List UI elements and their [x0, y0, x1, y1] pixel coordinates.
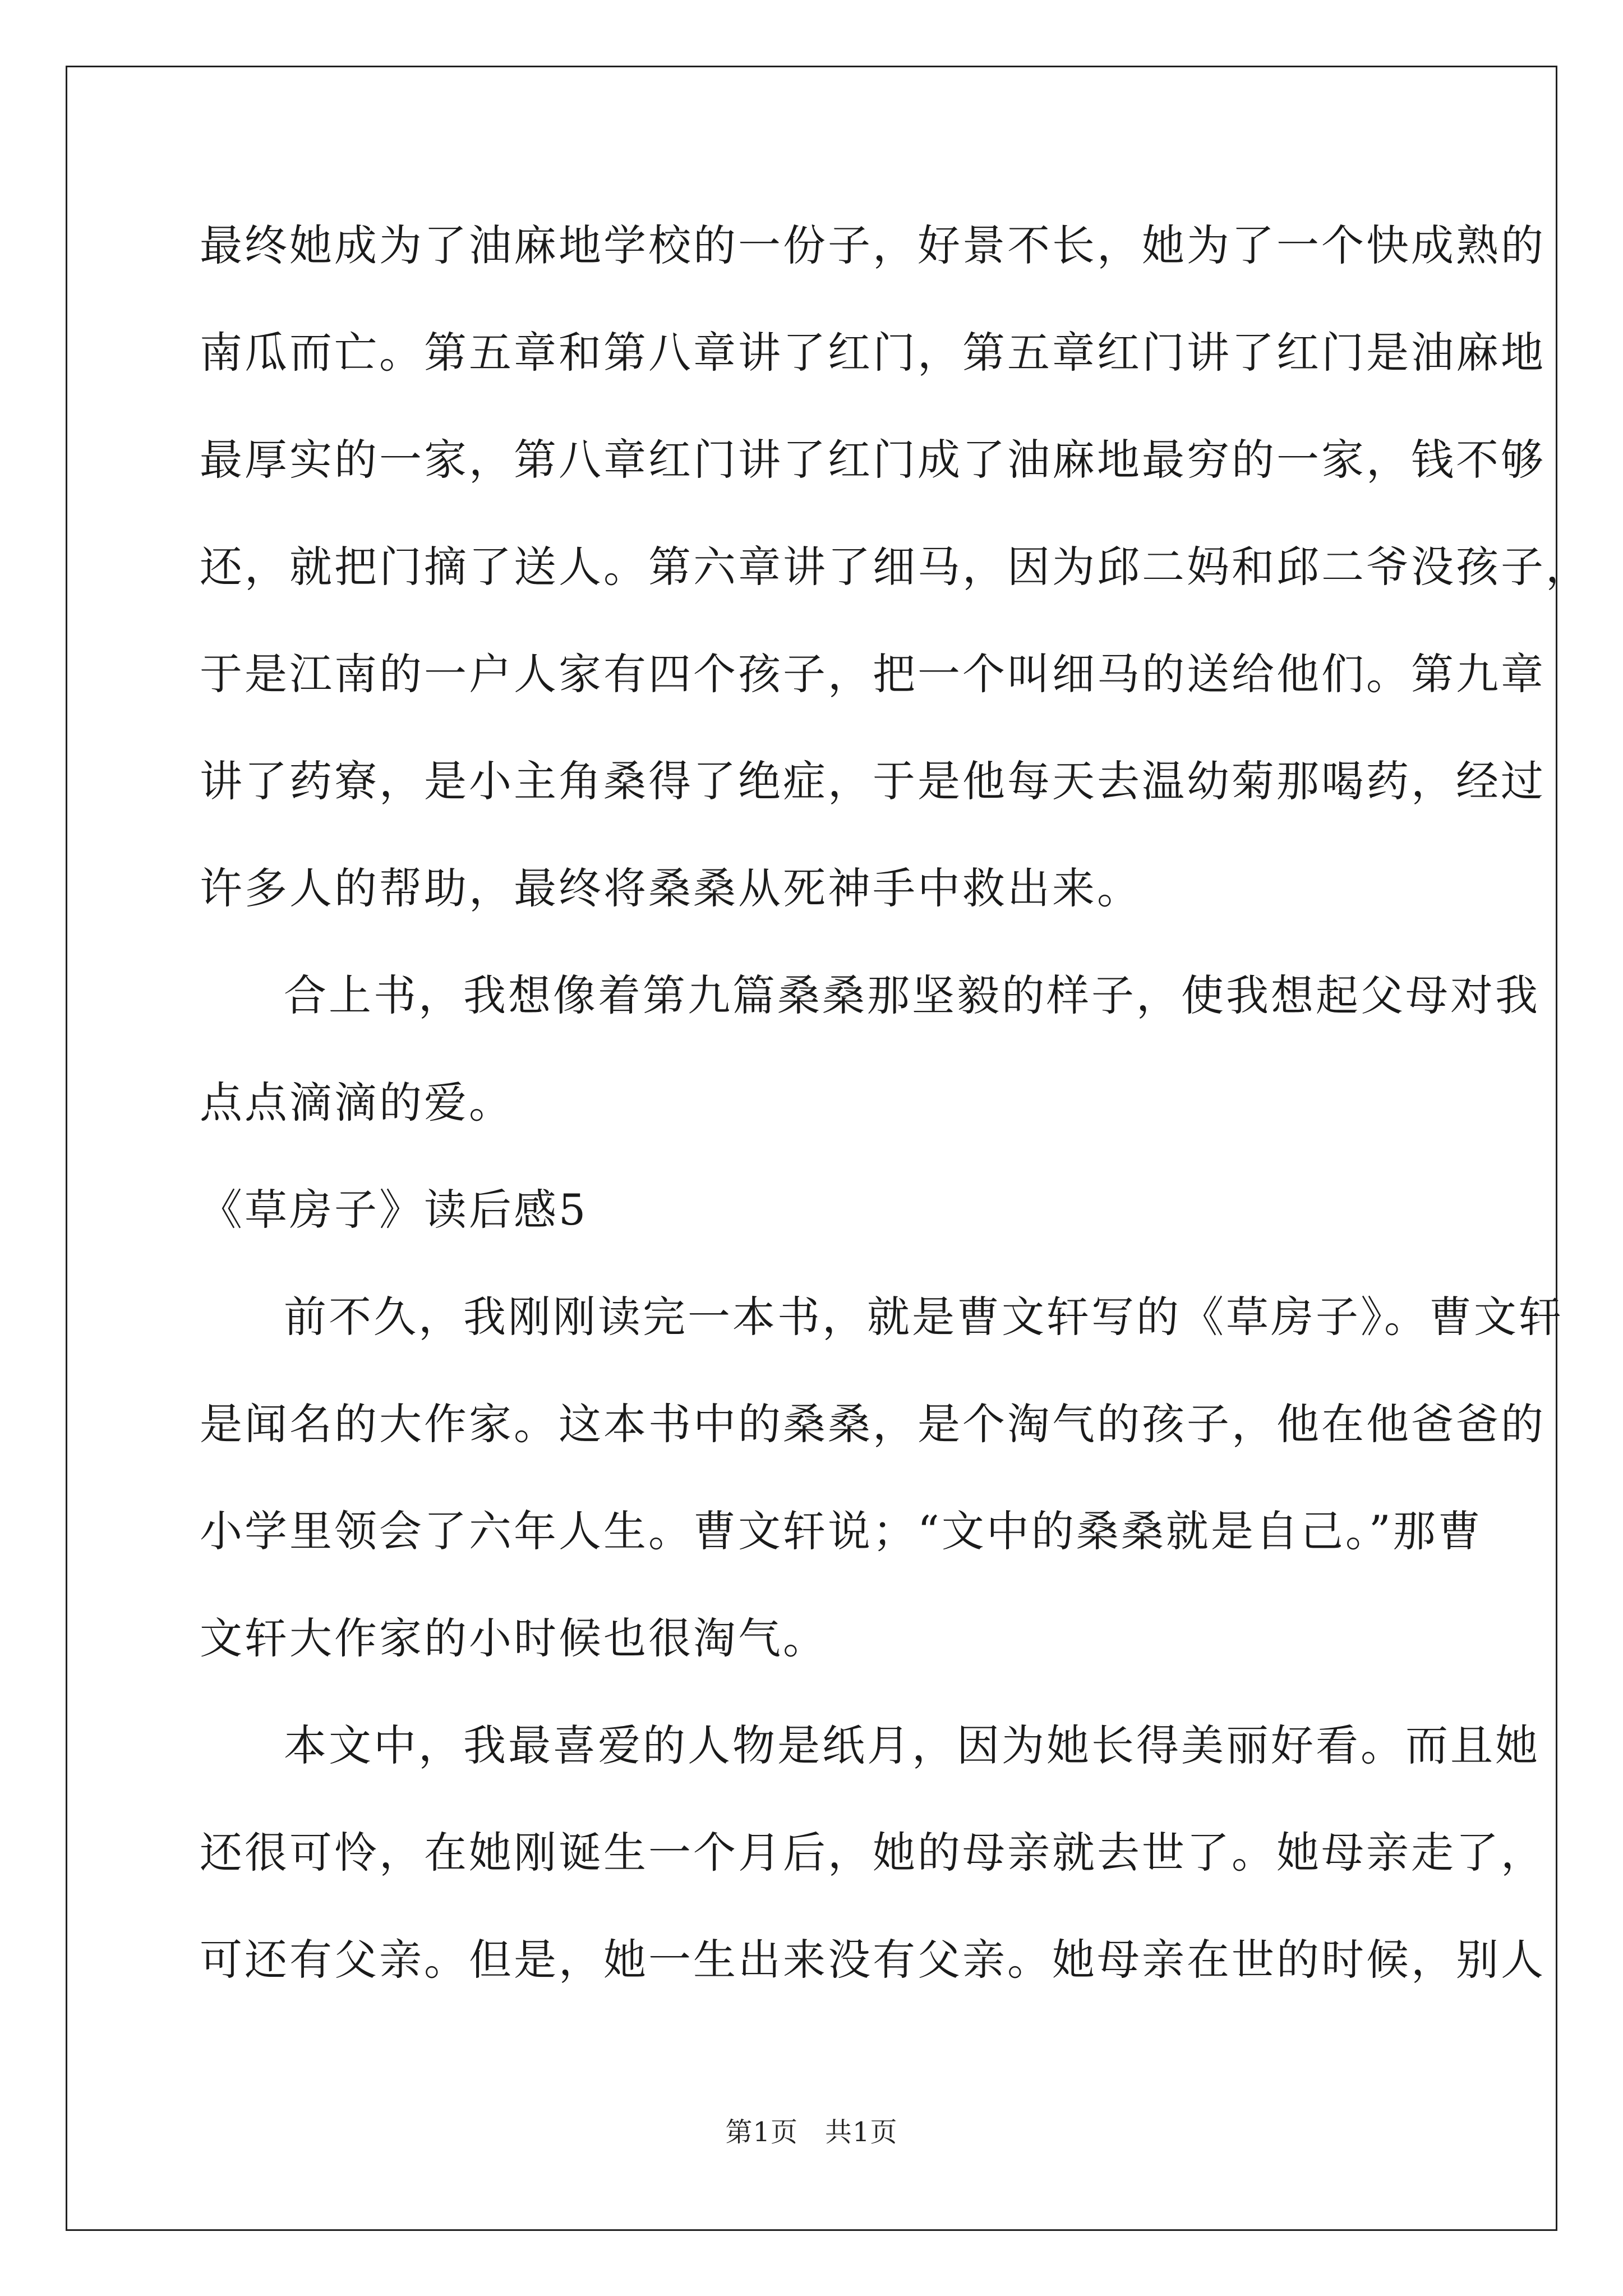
- page-total: 共1页: [825, 2116, 898, 2148]
- text-line: 可还有父亲。但是，她一生出来没有父亲。她母亲在世的时候，别人: [200, 1935, 1546, 1985]
- text-line: 最终她成为了油麻地学校的一份子，好景不长，她为了一个快成熟的: [200, 220, 1546, 270]
- page-footer: [0, 2110, 1623, 2149]
- text-line: 还很可怜，在她刚诞生一个月后，她的母亲就去世了。她母亲走了，: [200, 1828, 1546, 1878]
- text-line: 是闻名的大作家。这本书中的桑桑，是个淘气的孩子，他在他爸爸的: [200, 1399, 1546, 1449]
- section-heading: 《草房子》读后感5: [200, 1185, 588, 1235]
- text-line: 于是江南的一户人家有四个孩子，把一个叫细马的送给他们。第九章: [200, 649, 1546, 699]
- text-line: 还，就把门摘了送人。第六章讲了细马，因为邱二妈和邱二爷没孩子，: [200, 542, 1590, 592]
- text-line: 南瓜而亡。第五章和第八章讲了红门，第五章红门讲了红门是油麻地: [200, 328, 1546, 378]
- paragraph-start-line: 前不久，我刚刚读完一本书，就是曹文轩写的《草房子》。曹文轩: [284, 1292, 1564, 1342]
- text-line: 最厚实的一家，第八章红门讲了红门成了油麻地最穷的一家，钱不够: [200, 435, 1546, 485]
- text-line: 讲了药寮，是小主角桑得了绝症，于是他每天去温幼菊那喝药，经过: [200, 756, 1546, 806]
- document-body: [200, 213, 1590, 2035]
- page-number: 第1页: [725, 2116, 798, 2148]
- text-line: 小学里领会了六年人生。曹文轩说；“文中的桑桑就是自己。”那曹: [200, 1506, 1483, 1556]
- paragraph-start-line: 合上书，我想像着第九篇桑桑那坚毅的样子，使我想起父母对我: [284, 970, 1540, 1020]
- text-line: 许多人的帮助，最终将桑桑从死神手中救出来。: [200, 863, 1142, 913]
- text-line: 点点滴滴的爱。: [200, 1078, 514, 1128]
- paragraph-start-line: 本文中，我最喜爱的人物是纸月，因为她长得美丽好看。而且她: [284, 1720, 1540, 1770]
- text-line: 文轩大作家的小时候也很淘气。: [200, 1613, 828, 1663]
